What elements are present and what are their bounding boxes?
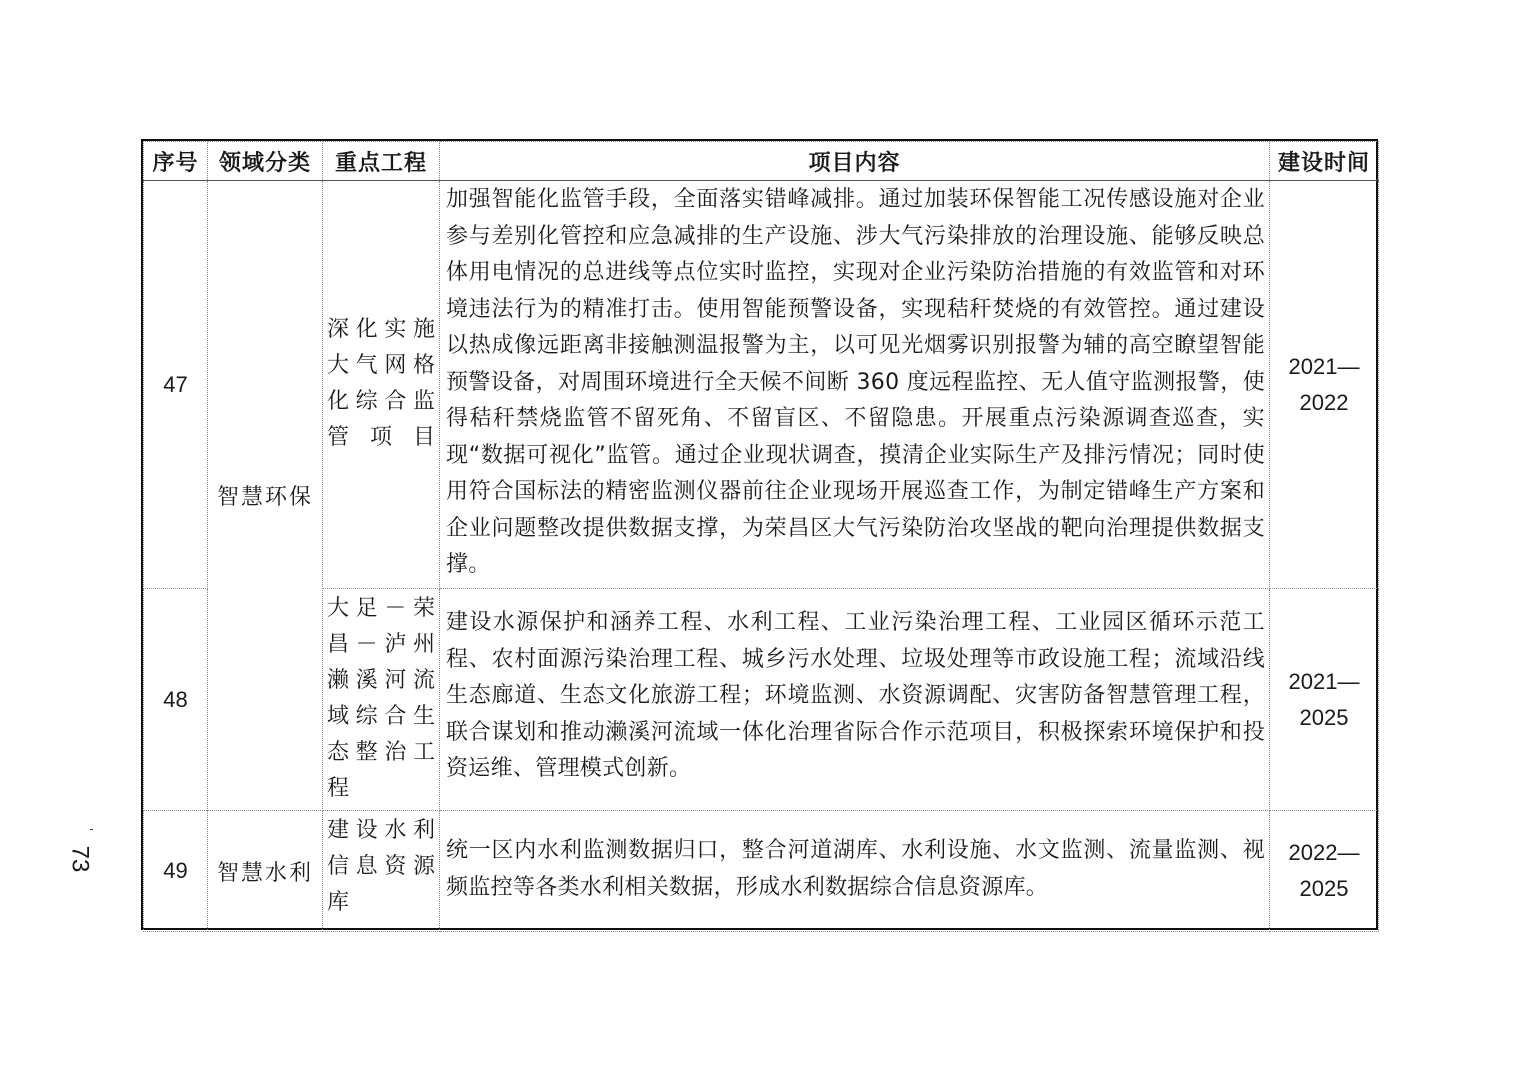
header-field: 领域分类 xyxy=(208,142,323,181)
field-category: 智慧环保 xyxy=(208,181,323,811)
row-number: 49 xyxy=(144,811,208,932)
row-number: 48 xyxy=(144,589,208,811)
project-content: 加强智能化监管手段，全面落实错峰减排。通过加装环保智能工况传感设施对企业参与差别化管控和应急减排的生产设施、涉大气污染排放的治理设施、能够反映总体用电情况的总进线等点位实时监控，实现对企业污染防治措施的有效监管和对环境违法行为的精准打击。使用智能预警设备，实现秸秆焚烧的有效管控。通过建设以热成像远距离非接触测温报警为主，以可见光烟雾识别报警为辅的高空瞭望智能预警设备，对周围环境进行全天候不间断 360 度远程监控、无人值守监测报警，使得秸秆禁烧监管不留死角、不留盲区、不留隐患。开展重点污染源调查巡查，实现“数据可视化”监管。通过企业现状调查，摸清企业实际生产及排污情况；同时使用符合国标法的精密监测仪器前往企业现场开展巡查工作，为制定错峰生产方案和企业问题整改提供数据支撑，为荣昌区大气污染防治攻坚战的靶向治理提供数据支撑。 xyxy=(440,181,1270,589)
build-time-end: 2022 xyxy=(1299,389,1349,415)
page-number: 73 xyxy=(66,845,94,873)
project-table xyxy=(143,141,1379,932)
build-time-start: 2022— xyxy=(1288,840,1360,865)
key-project: 建设水利信息资源库 xyxy=(323,811,440,932)
table-row xyxy=(144,811,1379,932)
field-category: 智慧水利 xyxy=(208,811,323,932)
key-project: 深化实施大气网格化综合监管项目 xyxy=(323,181,440,589)
build-time xyxy=(1270,811,1379,932)
page-number-mark xyxy=(90,829,93,830)
build-time-start: 2021— xyxy=(1288,668,1360,694)
table-row xyxy=(144,589,1379,811)
project-table-container xyxy=(141,139,1378,930)
header-content: 项目内容 xyxy=(440,142,1270,181)
build-time-end: 2025 xyxy=(1299,704,1349,730)
build-time-start: 2021— xyxy=(1288,353,1360,379)
header-time: 建设时间 xyxy=(1270,142,1379,181)
build-time-end: 2025 xyxy=(1299,876,1349,901)
header-project: 重点工程 xyxy=(323,142,440,181)
build-time xyxy=(1270,181,1379,589)
build-time xyxy=(1270,589,1379,811)
key-project: 大足－荣昌－泸州濑溪河流域综合生态整治工程 xyxy=(323,589,440,811)
header-no: 序号 xyxy=(144,142,208,181)
table-row xyxy=(144,181,1379,589)
row-number: 47 xyxy=(144,181,208,589)
project-content: 统一区内水利监测数据归口，整合河道湖库、水利设施、水文监测、流量监测、视频监控等各类水利相关数据，形成水利数据综合信息资源库。 xyxy=(440,811,1270,932)
project-content: 建设水源保护和涵养工程、水利工程、工业污染治理工程、工业园区循环示范工程、农村面源污染治理工程、城乡污水处理、垃圾处理等市政设施工程；流域沿线生态廊道、生态文化旅游工程；环境监测、水资源调配、灾害防备智慧管理工程，联合谋划和推动濑溪河流域一体化治理省际合作示范项目，积极探索环境保护和投资运维、管理模式创新。 xyxy=(440,589,1270,811)
table-header-row xyxy=(144,142,1379,181)
